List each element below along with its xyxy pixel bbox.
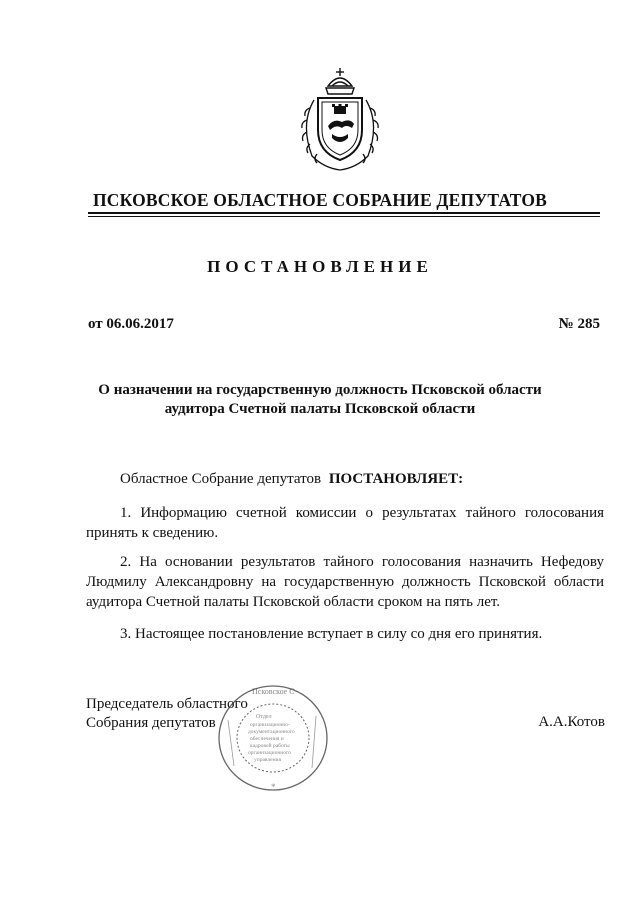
subject-line-2: аудитора Счетной палаты Псковской области xyxy=(164,401,476,417)
document-subject xyxy=(60,381,580,419)
svg-text:Отдел: Отдел xyxy=(256,714,272,720)
svg-text:документационного: документационного xyxy=(248,729,295,735)
subject-line-1: О назначении на государственную должность Псковской области xyxy=(98,382,542,398)
document-type-heading: ПОСТАНОВЛЕНИЕ xyxy=(207,257,433,276)
svg-text:организационно-: организационно- xyxy=(250,722,290,728)
svg-text:Псковское С: Псковское С xyxy=(252,687,295,696)
organization-title: ПСКОВСКОЕ ОБЛАСТНОЕ СОБРАНИЕ ДЕПУТАТОВ xyxy=(92,190,548,210)
resolution-paragraph-1: 1. Информацию счетной комиссии о результатах тайного голосования принять к сведению. xyxy=(86,505,604,541)
signatory-name: А.А.Котов xyxy=(538,714,605,730)
document-date: от 06.06.2017 xyxy=(88,316,174,332)
round-seal-stamp-icon xyxy=(212,680,334,800)
preamble-decree-word: ПОСТАНОВЛЯЕТ: xyxy=(328,471,464,487)
svg-text:кадровой работы: кадровой работы xyxy=(250,743,290,749)
resolution-paragraph-3: 3. Настоящее постановление вступает в силу со дня его принятия. xyxy=(120,626,543,642)
preamble-text: Областное Собрание депутатов xyxy=(120,471,322,487)
svg-text:обеспечения и: обеспечения и xyxy=(250,736,284,742)
signatory-position-line-1: Председатель областного xyxy=(86,696,248,712)
svg-text:управления: управления xyxy=(254,757,282,763)
signatory-position-line-2: Собрания депутатов xyxy=(86,715,216,731)
header-divider-thick xyxy=(88,212,600,214)
svg-text:*: * xyxy=(271,782,276,792)
svg-text:организационного: организационного xyxy=(248,750,291,756)
coat-of-arms-icon xyxy=(290,64,390,176)
preamble xyxy=(120,471,463,488)
resolution-paragraph-2: 2. На основании результатов тайного голосования назначить Нефедову Людмилу Александровну на государственную должность Псковской области аудитора Счетной палаты Псковской области сроком на пять лет. xyxy=(86,554,604,610)
document-number: № 285 xyxy=(558,316,600,332)
header-divider-thin xyxy=(88,216,600,217)
